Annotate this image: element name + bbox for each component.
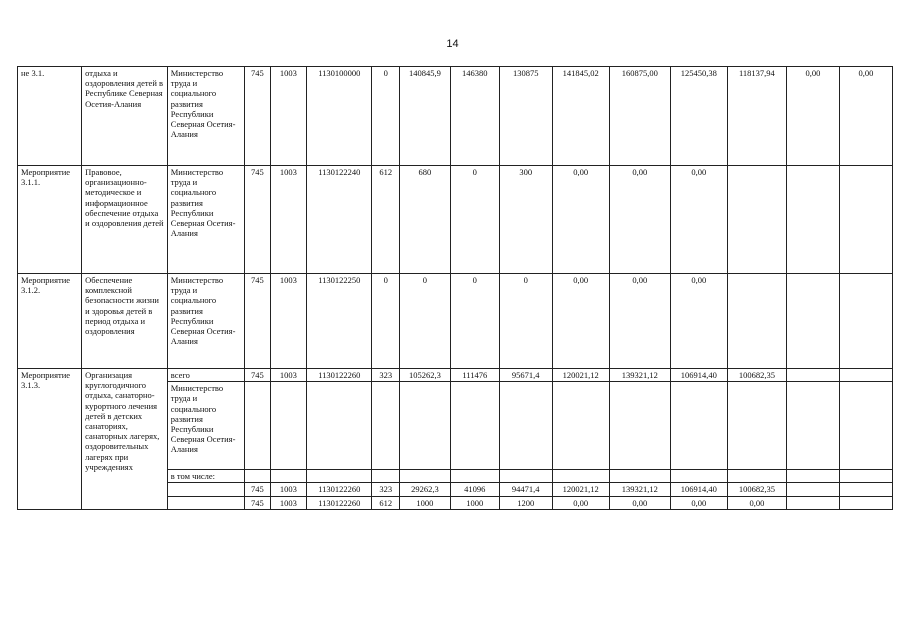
vr-code: 0 <box>372 67 400 166</box>
executor: в том числе: <box>167 470 244 483</box>
measure-code: не 3.1. <box>18 67 82 166</box>
amount-cell <box>786 496 839 509</box>
amount-cell <box>552 470 609 483</box>
amount-cell <box>499 382 552 470</box>
amount-cell: 1000 <box>399 496 450 509</box>
rzpr-code: 1003 <box>270 67 307 166</box>
amount-cell: 111476 <box>450 369 499 382</box>
amount-cell <box>609 470 670 483</box>
amount-cell <box>670 382 727 470</box>
csr-code: 1130122240 <box>307 166 372 274</box>
executor: Министерство труда и социального развития Республики Северная Осетия-Алания <box>167 67 244 166</box>
amount-cell: 0 <box>399 274 450 369</box>
amount-cell: 139321,12 <box>609 483 670 496</box>
amount-cell <box>839 166 892 274</box>
grbs-code: 745 <box>245 496 270 509</box>
amount-cell <box>399 382 450 470</box>
rzpr-code: 1003 <box>270 496 307 509</box>
csr-code: 1130100000 <box>307 67 372 166</box>
page-number: 14 <box>446 38 459 50</box>
table-row <box>18 369 893 382</box>
executor: всего <box>167 369 244 382</box>
amount-cell <box>450 470 499 483</box>
amount-cell <box>839 470 892 483</box>
amount-cell: 130875 <box>499 67 552 166</box>
amount-cell: 0 <box>450 274 499 369</box>
amount-cell <box>786 483 839 496</box>
amount-cell <box>499 470 552 483</box>
vr-code: 612 <box>372 166 400 274</box>
measure-name: отдыха и оздоровления детей в Республике Северная Осетия-Алания <box>82 67 168 166</box>
amount-cell: 160875,00 <box>609 67 670 166</box>
vr-code: 323 <box>372 369 400 382</box>
amount-cell: 141845,02 <box>552 67 609 166</box>
amount-cell: 94471,4 <box>499 483 552 496</box>
grbs-code: 745 <box>245 274 270 369</box>
amount-cell <box>786 382 839 470</box>
amount-cell: 139321,12 <box>609 369 670 382</box>
executor: Министерство труда и социального развития Республики Северная Осетия-Алания <box>167 166 244 274</box>
measure-code: Мероприятие 3.1.2. <box>18 274 82 369</box>
amount-cell <box>786 274 839 369</box>
amount-cell <box>839 483 892 496</box>
amount-cell: 0,00 <box>786 67 839 166</box>
table-row <box>18 67 893 166</box>
amount-cell: 140845,9 <box>399 67 450 166</box>
amount-cell <box>450 382 499 470</box>
table-row <box>18 166 893 274</box>
grbs-code <box>245 470 270 483</box>
amount-cell: 0,00 <box>552 496 609 509</box>
amount-cell <box>727 470 786 483</box>
grbs-code: 745 <box>245 483 270 496</box>
amount-cell <box>786 166 839 274</box>
rzpr-code: 1003 <box>270 166 307 274</box>
executor <box>167 496 244 509</box>
amount-cell <box>839 274 892 369</box>
grbs-code <box>245 382 270 470</box>
rzpr-code <box>270 382 307 470</box>
amount-cell: 0,00 <box>727 496 786 509</box>
amount-cell: 0,00 <box>670 496 727 509</box>
amount-cell: 29262,3 <box>399 483 450 496</box>
amount-cell <box>839 369 892 382</box>
amount-cell: 146380 <box>450 67 499 166</box>
amount-cell: 300 <box>499 166 552 274</box>
vr-code <box>372 382 400 470</box>
amount-cell: 106914,40 <box>670 369 727 382</box>
amount-cell: 120021,12 <box>552 369 609 382</box>
amount-cell: 120021,12 <box>552 483 609 496</box>
vr-code: 323 <box>372 483 400 496</box>
measure-name: Обеспечение комплексной безопасности жизни и здоровья детей в период отдыха и оздоровления <box>82 274 168 369</box>
table-row <box>18 274 893 369</box>
amount-cell <box>399 470 450 483</box>
csr-code <box>307 382 372 470</box>
measure-name: Правовое, организационно-методическое и информационное обеспечение отдыха и оздоровления детей <box>82 166 168 274</box>
csr-code: 1130122260 <box>307 496 372 509</box>
amount-cell: 0,00 <box>609 166 670 274</box>
measure-code: Мероприятие 3.1.3. <box>18 369 82 510</box>
amount-cell <box>786 369 839 382</box>
amount-cell: 100682,35 <box>727 369 786 382</box>
amount-cell: 0,00 <box>670 274 727 369</box>
amount-cell: 0,00 <box>670 166 727 274</box>
amount-cell <box>727 166 786 274</box>
measure-code: Мероприятие 3.1.1. <box>18 166 82 274</box>
amount-cell: 0,00 <box>552 274 609 369</box>
amount-cell: 0,00 <box>609 496 670 509</box>
amount-cell: 105262,3 <box>399 369 450 382</box>
grbs-code: 745 <box>245 166 270 274</box>
amount-cell <box>839 496 892 509</box>
grbs-code: 745 <box>245 67 270 166</box>
amount-cell: 680 <box>399 166 450 274</box>
executor <box>167 483 244 496</box>
amount-cell <box>552 382 609 470</box>
rzpr-code: 1003 <box>270 483 307 496</box>
measure-name: Организация круглогодичного отдыха, санаторно-курортного лечения детей в детских санаториях, санаторных лагерях, оздоровительных лагерях при учреждениях <box>82 369 168 510</box>
amount-cell: 41096 <box>450 483 499 496</box>
vr-code: 612 <box>372 496 400 509</box>
amount-cell: 0,00 <box>552 166 609 274</box>
budget-table <box>17 66 893 510</box>
rzpr-code: 1003 <box>270 274 307 369</box>
executor: Министерство труда и социального развития Республики Северная Осетия-Алания <box>167 274 244 369</box>
amount-cell: 95671,4 <box>499 369 552 382</box>
csr-code: 1130122260 <box>307 369 372 382</box>
amount-cell: 0 <box>499 274 552 369</box>
amount-cell: 0,00 <box>839 67 892 166</box>
csr-code: 1130122250 <box>307 274 372 369</box>
amount-cell: 118137,94 <box>727 67 786 166</box>
amount-cell <box>727 274 786 369</box>
amount-cell: 125450,38 <box>670 67 727 166</box>
amount-cell <box>786 470 839 483</box>
amount-cell <box>670 470 727 483</box>
amount-cell: 1000 <box>450 496 499 509</box>
executor: Министерство труда и социального развития Республики Северная Осетия-Алания <box>167 382 244 470</box>
grbs-code: 745 <box>245 369 270 382</box>
amount-cell: 0,00 <box>609 274 670 369</box>
amount-cell: 100682,35 <box>727 483 786 496</box>
amount-cell <box>839 382 892 470</box>
rzpr-code: 1003 <box>270 369 307 382</box>
csr-code <box>307 470 372 483</box>
amount-cell: 1200 <box>499 496 552 509</box>
amount-cell <box>727 382 786 470</box>
rzpr-code <box>270 470 307 483</box>
vr-code: 0 <box>372 274 400 369</box>
vr-code <box>372 470 400 483</box>
amount-cell <box>609 382 670 470</box>
amount-cell: 0 <box>450 166 499 274</box>
csr-code: 1130122260 <box>307 483 372 496</box>
amount-cell: 106914,40 <box>670 483 727 496</box>
